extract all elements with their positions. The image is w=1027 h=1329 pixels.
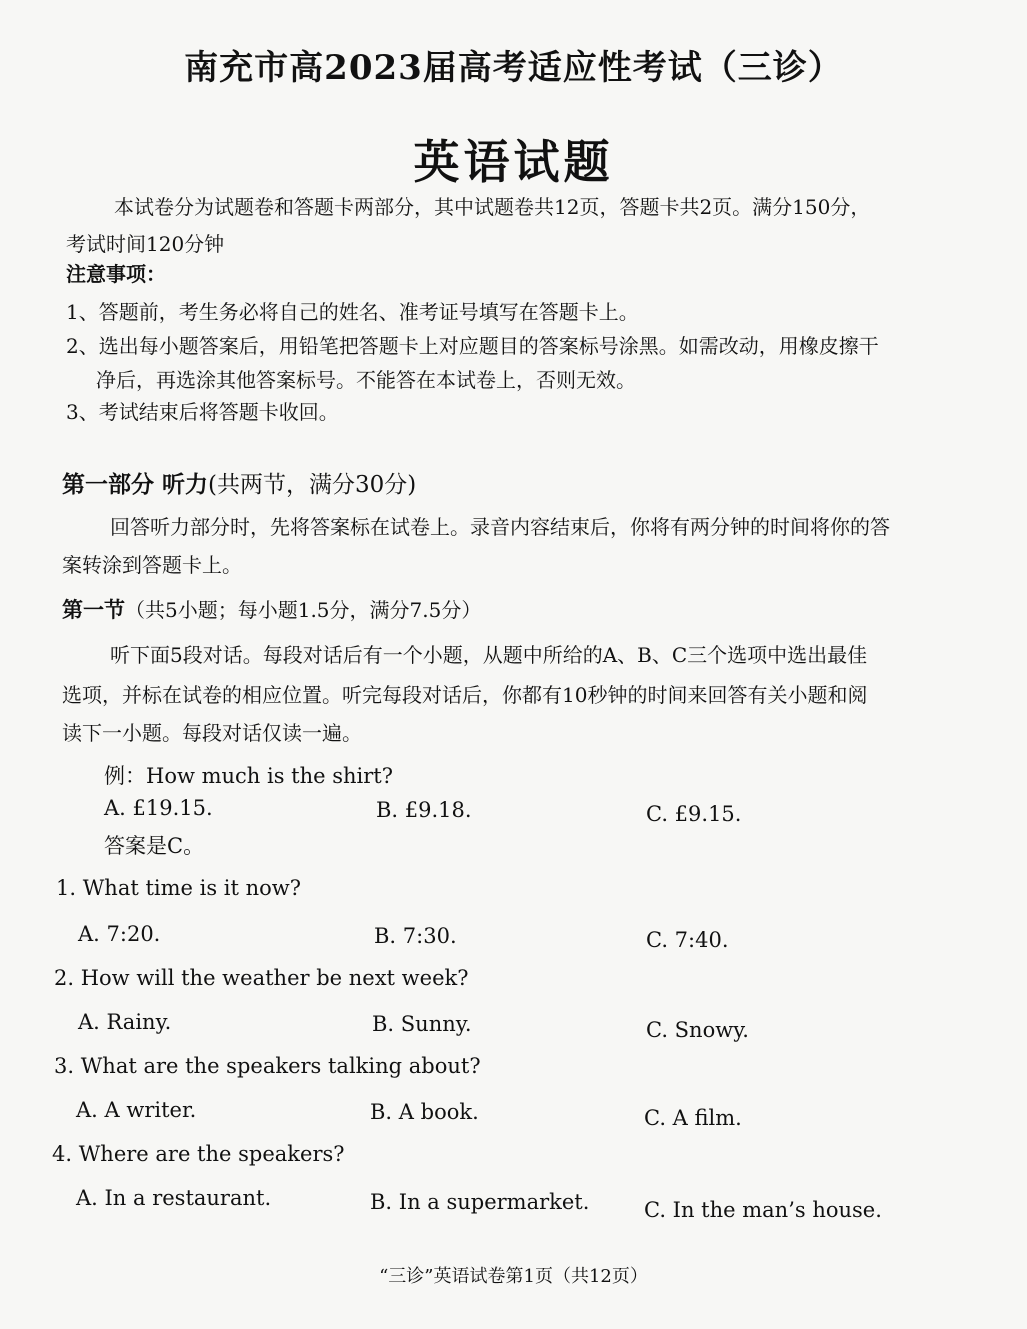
part1-instruction-2: 案转涂到答题卡上。	[62, 553, 242, 577]
question-1-option-a: A. 7:20.	[78, 922, 161, 946]
section1-title: 第一节	[62, 597, 125, 622]
intro-line-2: 考试时间120分钟	[66, 232, 225, 256]
example-option-c: C. £9.15.	[646, 802, 742, 826]
intro-text	[66, 188, 870, 226]
part1-score: (共两节，满分30分)	[208, 472, 417, 498]
part1-heading	[62, 466, 416, 499]
question-1-option-b: B. 7:30.	[374, 924, 457, 948]
example-option-a: A. £19.15.	[104, 796, 213, 820]
notice-item-2-cont: 净后，再选涂其他答案标号。不能答在本试卷上，否则无效。	[96, 368, 636, 392]
question-2-stem: 2. How will the weather be next week?	[54, 966, 469, 990]
section1-score: （共5小题；每小题1.5分，满分7.5分）	[125, 598, 482, 622]
question-2-option-c: C. Snowy.	[646, 1018, 749, 1042]
intro-line-1: 本试卷分为试题卷和答题卡两部分，其中试题卷共12页，答题卡共2页。满分150分，	[114, 195, 871, 219]
question-3-stem: 3. What are the speakers talking about?	[54, 1054, 481, 1078]
notice-item-1: 1、答题前，考生务必将自己的姓名、准考证号填写在答题卡上。	[66, 300, 639, 324]
example-option-b: B. £9.18.	[376, 798, 472, 822]
question-1-stem: 1. What time is it now?	[56, 876, 302, 900]
question-3-option-a: A. A writer.	[76, 1098, 197, 1122]
section1-instruction-3: 读下一小题。每段对话仅读一遍。	[62, 721, 362, 745]
notice-heading: 注意事项：	[66, 262, 166, 286]
example-answer: 答案是C。	[104, 834, 205, 858]
question-4-stem: 4. Where are the speakers?	[52, 1142, 345, 1166]
notice-item-2: 2、选出每小题答案后，用铅笔把答题卡上对应题目的答案标号涂黑。如需改动，用橡皮擦干	[66, 334, 879, 358]
section1-heading	[62, 594, 481, 624]
question-4-option-b: B. In a supermarket.	[370, 1190, 590, 1214]
question-4-option-c: C. In the man’s house.	[644, 1198, 882, 1222]
part1-instruction-1: 回答听力部分时，先将答案标在试卷上。录音内容结束后，你将有两分钟的时间将你的答	[110, 515, 890, 539]
question-1-option-c: C. 7:40.	[646, 928, 729, 952]
page-footer: “三诊”英语试卷第1页（共12页）	[379, 1266, 648, 1287]
question-3-option-c: C. A film.	[644, 1106, 742, 1130]
section1-instruction-1: 听下面5段对话。每段对话后有一个小题，从题中所给的A、B、C三个选项中选出最佳	[110, 643, 868, 667]
example-stem: 例：How much is the shirt?	[104, 764, 393, 788]
question-2-option-b: B. Sunny.	[372, 1012, 472, 1036]
subject-title: 英语试题	[413, 135, 614, 189]
question-2-option-a: A. Rainy.	[78, 1010, 172, 1034]
question-3-option-b: B. A book.	[370, 1100, 479, 1124]
question-4-option-a: A. In a restaurant.	[76, 1186, 272, 1210]
section1-instruction-2: 选项，并标在试卷的相应位置。听完每段对话后，你都有10秒钟的时间来回答有关小题和阅	[62, 683, 868, 707]
part1-title: 第一部分 听力	[62, 471, 209, 498]
exam-title: 南充市高2023届高考适应性考试（三诊）	[184, 48, 843, 88]
notice-item-3: 3、考试结束后将答题卡收回。	[66, 400, 339, 424]
